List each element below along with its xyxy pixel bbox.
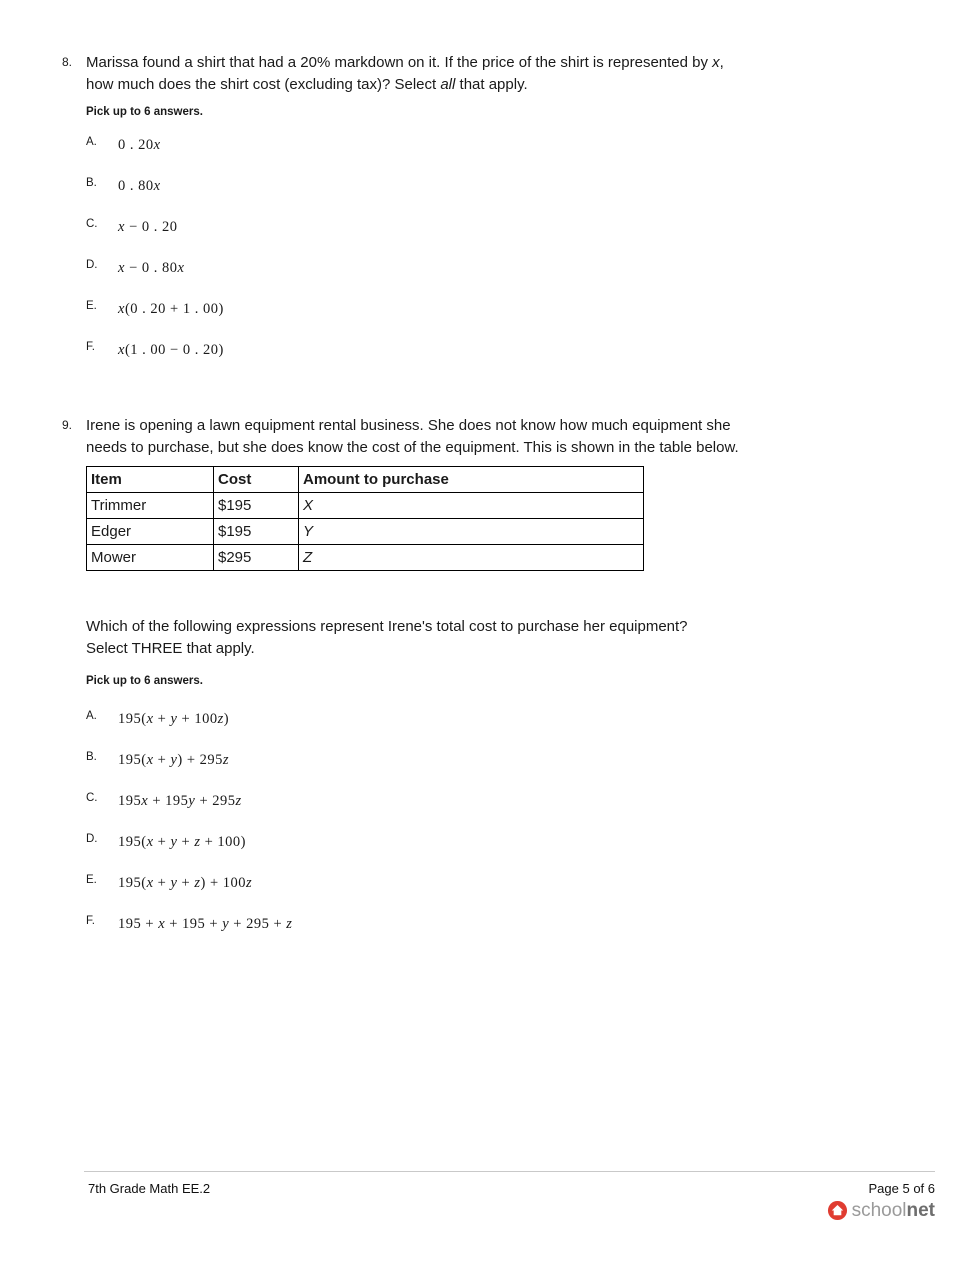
- prompt-text: , how much does the shirt cost (excluding tax)? Select: [86, 54, 724, 93]
- choice-label: D.: [86, 259, 98, 271]
- question-9-subquestion: Which of the following expressions represent Irene's total cost to purchase her equipment? Select THREE that apply.: [86, 618, 688, 657]
- question-9-choices: [86, 709, 979, 938]
- pick-instruction: Pick up to 6 answers.: [86, 106, 203, 118]
- answer-choice-f: [86, 914, 979, 938]
- choice-label: C.: [86, 218, 98, 230]
- choice-expression: x − 0 . 20: [118, 219, 178, 235]
- choice-expression: x − 0 . 80x: [118, 260, 185, 276]
- schoolnet-logo: [84, 1200, 935, 1221]
- prompt-emphasis: all: [440, 75, 456, 93]
- column-header-cost: Cost: [214, 467, 299, 493]
- choice-label: D.: [86, 833, 98, 845]
- prompt-text: that apply.: [455, 75, 528, 93]
- choice-expression: 195(x + y + 100z): [118, 711, 230, 727]
- answer-choice-a: [86, 709, 979, 733]
- choice-label: F.: [86, 341, 95, 353]
- choice-label: C.: [86, 792, 98, 804]
- question-9: [62, 415, 979, 955]
- pick-instruction: Pick up to 6 answers.: [86, 675, 203, 687]
- schoolnet-wordmark: [852, 1200, 935, 1221]
- equipment-cost-table: [86, 466, 644, 571]
- item-cell: Edger: [87, 519, 214, 545]
- course-label: 7th Grade Math EE.2: [88, 1181, 211, 1196]
- logo-school-text: school: [851, 1200, 907, 1221]
- cost-cell: $295: [214, 545, 299, 571]
- choice-label: B.: [86, 751, 97, 763]
- item-cell: Trimmer: [87, 493, 214, 519]
- answer-choice-e: [86, 299, 979, 323]
- question-8-choices: [86, 135, 979, 364]
- choice-label: E.: [86, 300, 97, 312]
- question-8-prompt: [86, 52, 726, 95]
- question-9-body: [86, 415, 979, 955]
- cost-cell: $195: [214, 493, 299, 519]
- amount-cell: Z: [299, 545, 644, 571]
- table-row: [87, 545, 644, 571]
- page-footer: [84, 1171, 935, 1221]
- column-header-amount: Amount to purchase: [299, 467, 644, 493]
- choice-expression: 195(x + y + z) + 100z: [118, 875, 253, 891]
- choice-expression: 0 . 20x: [118, 137, 161, 153]
- answer-choice-e: [86, 873, 979, 897]
- footer-text-row: [84, 1172, 935, 1196]
- choice-expression: x(0 . 20 + 1 . 00): [118, 301, 224, 317]
- question-9-number: 9.: [62, 418, 73, 432]
- item-cell: Mower: [87, 545, 214, 571]
- choice-expression: x(1 . 00 − 0 . 20): [118, 342, 224, 358]
- answer-choice-b: [86, 176, 979, 200]
- answer-choice-d: [86, 258, 979, 282]
- choice-label: F.: [86, 915, 95, 927]
- answer-choice-a: [86, 135, 979, 159]
- answer-choice-d: [86, 832, 979, 856]
- choice-label: A.: [86, 710, 97, 722]
- table-header-row: [87, 467, 644, 493]
- answer-choice-c: [86, 217, 979, 241]
- prompt-variable: x: [712, 54, 720, 71]
- amount-cell: X: [299, 493, 644, 519]
- choice-label: B.: [86, 177, 97, 189]
- answer-choice-f: [86, 340, 979, 364]
- page-number: Page 5 of 6: [868, 1181, 935, 1196]
- answer-choice-b: [86, 750, 979, 774]
- question-8: [62, 52, 979, 381]
- amount-cell: Y: [299, 519, 644, 545]
- question-8-number: 8.: [62, 55, 73, 69]
- choice-expression: 195x + 195y + 295z: [118, 793, 242, 809]
- question-8-body: [86, 52, 979, 381]
- choice-label: E.: [86, 874, 97, 886]
- choice-expression: 195(x + y + z + 100): [118, 834, 247, 850]
- cost-cell: $195: [214, 519, 299, 545]
- choice-expression: 195(x + y) + 295z: [118, 752, 230, 768]
- prompt-text: Marissa found a shirt that had a 20% markdown on it. If the price of the shirt is represented by: [86, 54, 713, 71]
- schoolnet-icon: [827, 1200, 848, 1221]
- choice-label: A.: [86, 136, 97, 148]
- logo-net-text: net: [906, 1200, 935, 1221]
- choice-expression: 195 + x + 195 + y + 295 + z: [118, 916, 293, 932]
- table-row: [87, 493, 644, 519]
- column-header-item: Item: [87, 467, 214, 493]
- choice-expression: 0 . 80x: [118, 178, 161, 194]
- table-row: [87, 519, 644, 545]
- answer-choice-c: [86, 791, 979, 815]
- question-9-prompt: Irene is opening a lawn equipment rental business. She does not know how much equipment she needs to purchase, but she does know the cost of the equipment. This is shown in the table below.: [86, 417, 739, 456]
